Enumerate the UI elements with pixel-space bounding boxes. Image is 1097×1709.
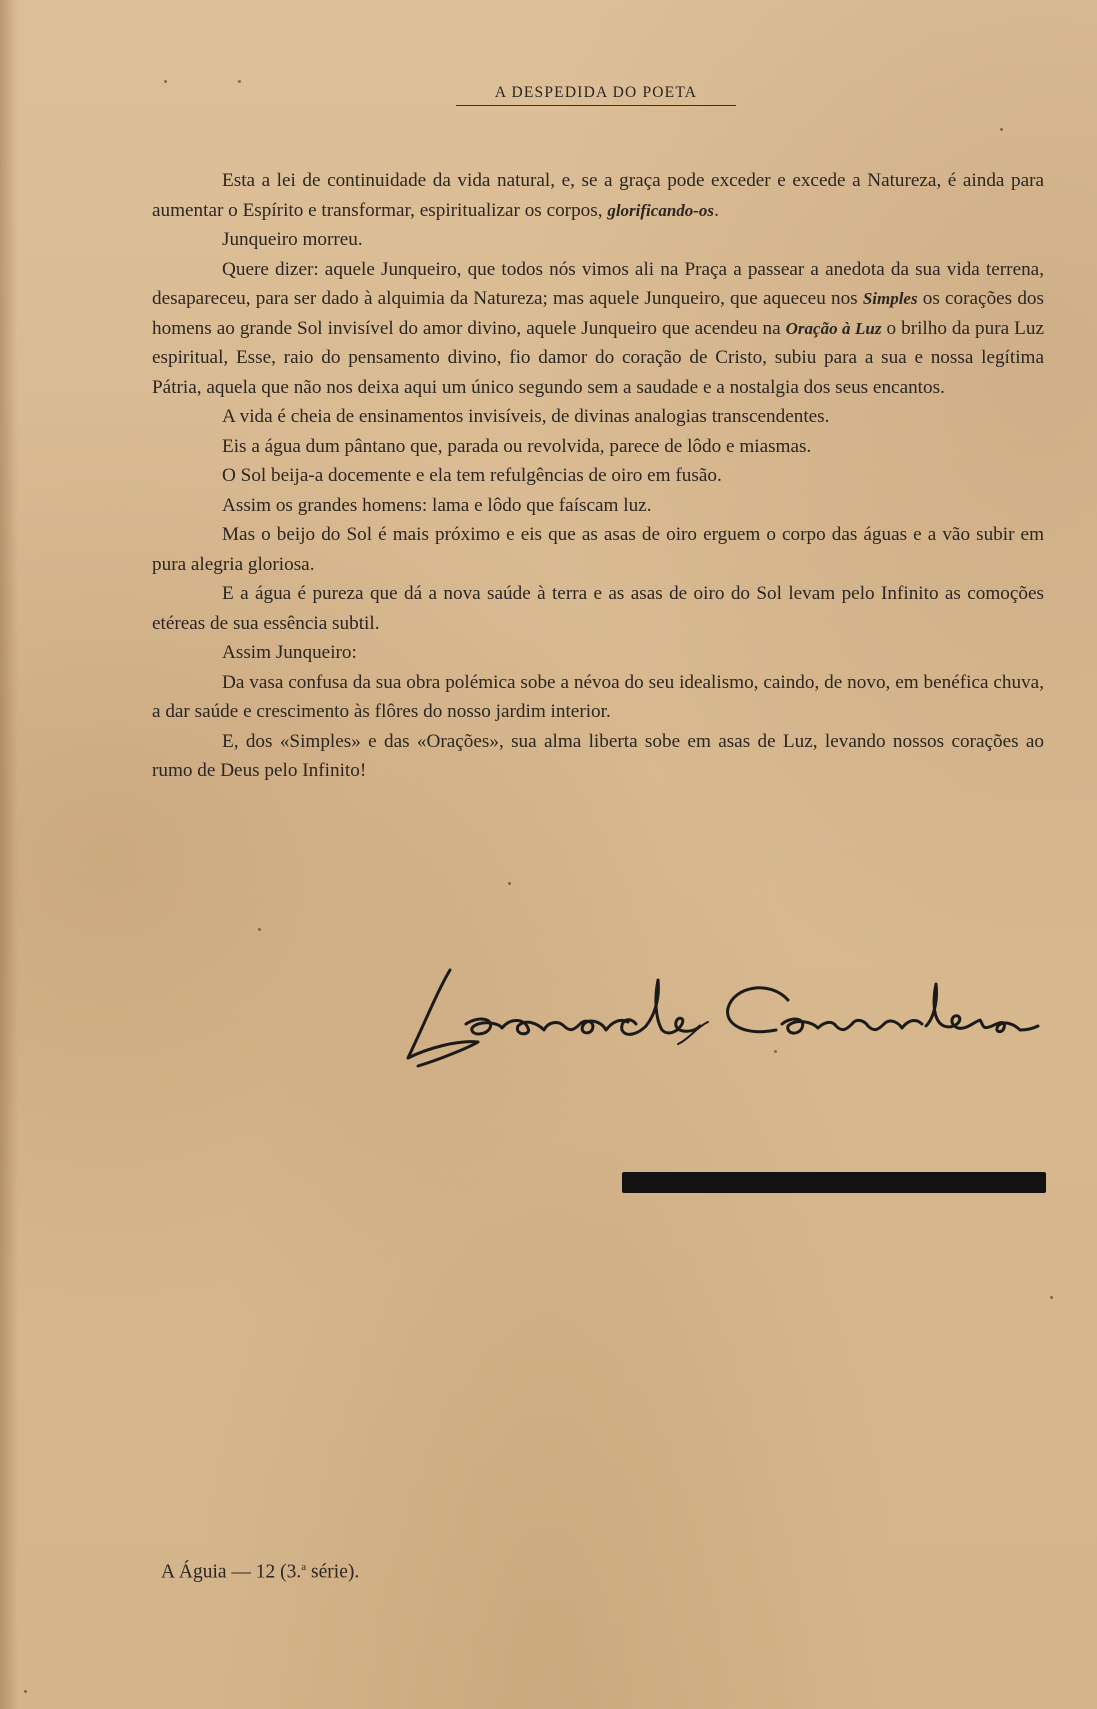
page-edge-shadow bbox=[0, 0, 18, 1709]
paper-speck bbox=[1000, 128, 1003, 131]
paper-speck bbox=[1050, 1296, 1053, 1299]
black-rule bbox=[622, 1172, 1046, 1193]
paragraph: Mas o beijo do Sol é mais próximo e eis que as asas de oiro erguem o corpo das águas e a vão subir em pura alegria gloriosa. bbox=[152, 524, 1044, 575]
article-body bbox=[152, 166, 1044, 786]
paragraph: A vida é cheia de ensinamentos invisíveis, de divinas analogias transcendentes. bbox=[222, 406, 830, 427]
page-footer: A Águia — 12 (3.$^a$ série). bbox=[161, 1561, 360, 1583]
paper-speck bbox=[24, 1690, 27, 1693]
paragraph: O Sol beija-a docemente e ela tem refulgências de oiro em fusão. bbox=[222, 465, 722, 486]
paragraph: Assim os grandes homens: lama e lôdo que faíscam luz. bbox=[222, 494, 652, 516]
paragraph: Junqueiro morreu. bbox=[222, 229, 363, 250]
paragraph: E a água é pureza que dá a nova saúde à terra e as asas de oiro do Sol levam pelo Infinito as comoções etéreas de sua essência subtil. bbox=[152, 583, 1044, 634]
paragraph: Eis a água dum pântano que, parada ou revolvida, parece de lôdo e miasmas. bbox=[222, 435, 812, 457]
paragraph: E, dos «Simples» e das «Orações», sua alma liberta sobe em asas de Luz, levando nossos corações ao rumo de Deus pelo Infinito! bbox=[152, 730, 1044, 781]
paper-speck bbox=[508, 882, 511, 885]
running-head: A DESPEDIDA DO POETA bbox=[456, 84, 736, 106]
paper-speck bbox=[164, 80, 167, 83]
paragraph: Esta a lei de continuidade da vida natural, e, se a graça pode exceder e excede a Natureza, é ainda para aumentar o Espírito e transformar, espiritualizar os corpos, glorificando-os. bbox=[152, 170, 1044, 221]
handwritten-signature bbox=[398, 960, 1040, 1070]
paper-speck bbox=[238, 80, 241, 83]
paragraph: Da vasa confusa da sua obra polémica sobe a névoa do seu idealismo, caindo, de novo, em benéfica chuva, a dar saúde e crescimento às flôres do nosso jardim interior. bbox=[152, 671, 1044, 722]
paragraph: Assim Junqueiro: bbox=[222, 642, 357, 663]
paragraph: Quere dizer: aquele Junqueiro, que todos nós vimos ali na Praça a passear a anedota da sua vida terrena, desapareceu, para ser dado à alquimia da Natureza; mas aquele Junqueiro, que aqueceu nos Simples os corações dos homens ao grande Sol invisível do amor divino, aquele Junqueiro que acendeu na Oração à Luz o brilho da pura Luz espiritual, Esse, raio do pensamento divino, fio damor do coração de Cristo, subiu para a sua e nossa legítima Pátria, aquela que não nos deixa aqui um único segundo sem a saudade e a nostalgia dos seus encantos. bbox=[152, 258, 1044, 398]
paper-speck bbox=[774, 1050, 777, 1053]
paper-speck bbox=[258, 928, 261, 931]
